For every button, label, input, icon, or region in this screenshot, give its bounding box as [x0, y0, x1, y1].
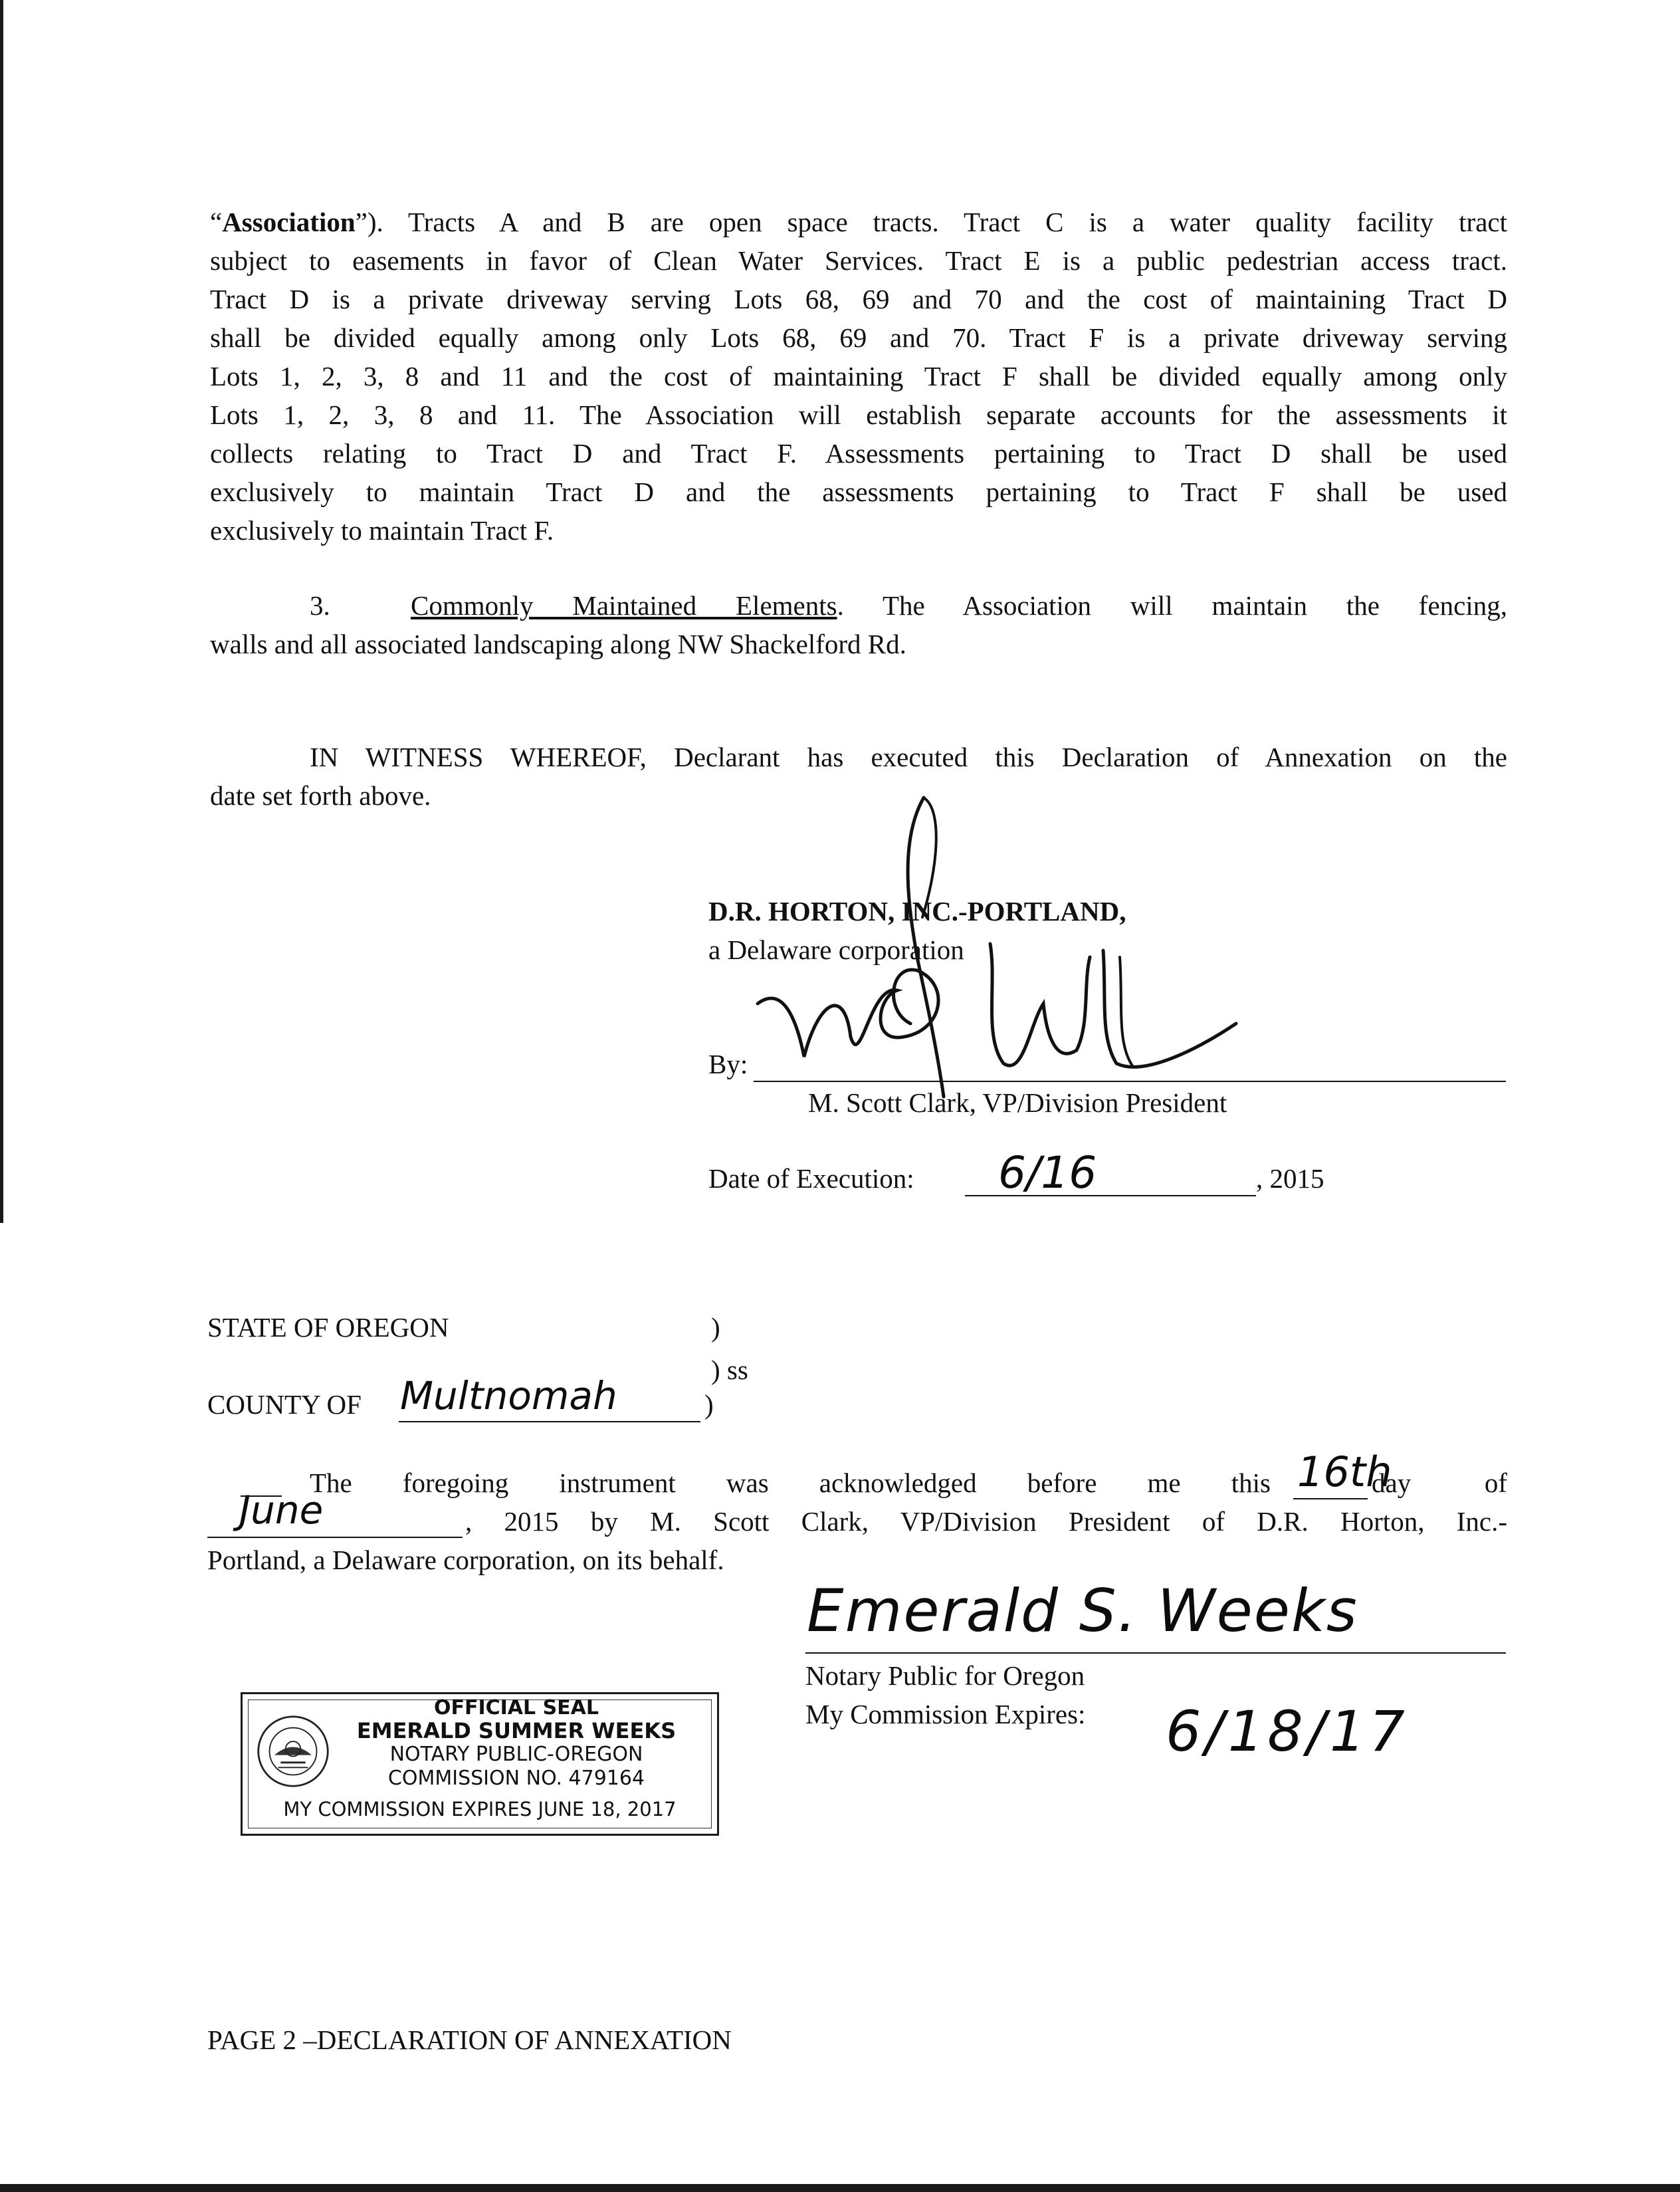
ack-day-line [1293, 1498, 1368, 1499]
venue-ss: ) ss [711, 1355, 748, 1385]
state-seal-emblem-icon [256, 1714, 330, 1789]
commission-expires-label: My Commission Expires: [805, 1699, 1086, 1729]
ack-month-line [207, 1537, 463, 1538]
paragraph-line: “Association”). Tracts A and B are open space tracts. Tract C is a water quality facility tract [210, 207, 1507, 237]
paragraph-line: Lots 1, 2, 3, 8 and 11. The Association will establish separate accounts for the assessments it [210, 399, 1507, 430]
witness-line-2: date set forth above. [210, 780, 431, 811]
company-name: D.R. HORTON, INC.-PORTLAND, [708, 896, 1126, 927]
tracts-paragraph [210, 203, 1507, 550]
scan-edge-bottom [0, 2184, 1680, 2192]
signer-name: M. Scott Clark, VP/Division President [808, 1087, 1227, 1118]
venue-paren-3: ) [704, 1389, 714, 1420]
ack-day-of: day of [1372, 1468, 1507, 1498]
scan-edge-left [0, 0, 3, 1223]
ack-line-3: Portland, a Delaware corporation, on its behalf. [207, 1545, 724, 1575]
paragraph-line: subject to easements in favor of Clean Water Services. Tract E is a public pedestrian access tract. [210, 245, 1507, 276]
association-term: Association [222, 207, 356, 237]
by-label: By: [708, 1049, 748, 1079]
paragraph-line: Lots 1, 2, 3, 8 and 11 and the cost of maintaining Tract F shall be divided equally among only [210, 361, 1507, 391]
ack-day-handwritten: 16th [1297, 1448, 1392, 1496]
paragraph-line: exclusively to maintain Tract F. [210, 515, 554, 546]
county-line [399, 1421, 700, 1422]
paragraph-line: Tract D is a private driveway serving Lots 68, 69 and 70 and the cost of maintaining Tract D [210, 284, 1507, 314]
county-handwritten: Multnomah [400, 1373, 617, 1418]
date-of-execution-label: Date of Execution: [708, 1163, 914, 1194]
official-notary-seal [241, 1692, 719, 1836]
section-3-number: 3. [310, 590, 330, 621]
notary-signature-line [805, 1652, 1506, 1654]
notary-signature: Emerald S. Weeks [807, 1577, 1358, 1645]
ack-line-2-text: , 2015 by M. Scott Clark, VP/Division President of D.R. Horton, Inc.- [465, 1506, 1507, 1537]
date-of-execution-handwritten: 6/16 [998, 1147, 1097, 1198]
seal-notary-public: NOTARY PUBLIC-OREGON [389, 1743, 643, 1766]
seal-title: OFFICIAL SEAL [433, 1696, 599, 1719]
notary-title: Notary Public for Oregon [805, 1660, 1085, 1691]
commission-expires-handwritten: 6/18/17 [1166, 1699, 1409, 1764]
paragraph-line: exclusively to maintain Tract D and the assessments pertaining to Tract F shall be used [210, 477, 1507, 507]
page-footer: PAGE 2 –DECLARATION OF ANNEXATION [207, 2025, 732, 2055]
witness-line-1: IN WITNESS WHEREOF, Declarant has executed this Declaration of Annexation on the [310, 742, 1507, 772]
county-label: COUNTY OF [207, 1389, 362, 1420]
witness-block [310, 738, 1507, 776]
section-3-heading: Commonly Maintained Elements [411, 590, 837, 621]
seal-commission-expiry: MY COMMISSION EXPIRES JUNE 18, 2017 [283, 1798, 677, 1820]
venue-paren-1: ) [711, 1312, 720, 1343]
paragraph-line: collects relating to Tract D and Tract F. Assessments pertaining to Tract D shall be used [210, 438, 1507, 469]
paragraph-line: shall be divided equally among only Lots 68, 69 and 70. Tract F is a private driveway serving [210, 322, 1507, 353]
notary-state: STATE OF OREGON [207, 1312, 449, 1343]
section-3-line-2: walls and all associated landscaping along NW Shackelford Rd. [210, 629, 906, 659]
ack-line-1-text: The foregoing instrument was acknowledged before me this [310, 1468, 1271, 1498]
seal-commission-number: COMMISSION NO. 479164 [387, 1767, 645, 1790]
seal-notary-name: EMERALD SUMMER WEEKS [356, 1718, 677, 1743]
ack-line-1 [310, 1464, 1271, 1502]
section-3-block [411, 586, 1507, 625]
ack-month-handwritten: June [239, 1487, 324, 1533]
ack-line-2 [465, 1502, 1507, 1541]
execution-year: , 2015 [1256, 1163, 1324, 1194]
state-of-incorporation: a Delaware corporation [708, 934, 964, 965]
declarant-signature [744, 784, 1249, 1117]
section-3-line: Commonly Maintained Elements. The Association will maintain the fencing, [411, 590, 1508, 621]
